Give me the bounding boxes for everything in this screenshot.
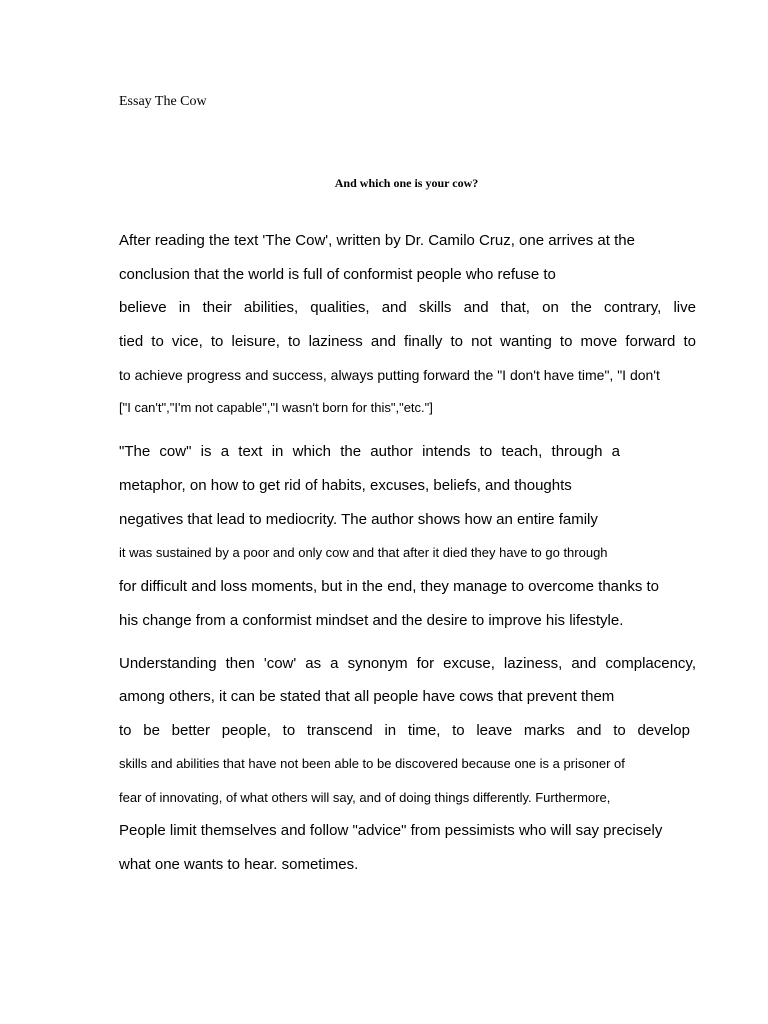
paragraph-3-line-6: People limit themselves and follow "advice" from pessimists who will say precisely: [119, 822, 663, 839]
paragraph-1-line-5: to achieve progress and success, always putting forward the "I don't have time", "I don't: [119, 367, 660, 383]
paragraph-1-line-6: ["I can't","I'm not capable","I wasn't born for this","etc."]: [119, 400, 433, 415]
paragraph-3-line-2: among others, it can be stated that all people have cows that prevent them: [119, 688, 615, 705]
paragraph-1-line-3: believe in their abilities, qualities, and skills and that, on the contrary, live: [119, 299, 696, 316]
paragraph-2-line-5: for difficult and loss moments, but in the end, they manage to overcome thanks to: [119, 578, 660, 595]
paragraph-3-line-3: to be better people, to transcend in time, to leave marks and to develop: [119, 722, 690, 739]
paragraph-2-line-4: it was sustained by a poor and only cow and that after it died they have to go through: [119, 545, 608, 560]
paragraph-3-line-7: what one wants to hear. sometimes.: [119, 856, 359, 873]
paragraph-3-line-1: Understanding then 'cow' as a synonym for excuse, laziness, and complacency,: [119, 655, 696, 672]
document-subtitle: And which one is your cow?: [334, 176, 479, 190]
paragraph-1-line-4: tied to vice, to leisure, to laziness and finally to not wanting to move forward to: [119, 333, 696, 350]
paragraph-2-line-1: "The cow" is a text in which the author intends to teach, through a: [119, 443, 620, 460]
document-header: Essay The Cow: [119, 94, 207, 109]
paragraph-2-line-6: his change from a conformist mindset and the desire to improve his lifestyle.: [119, 612, 624, 629]
paragraph-3-line-4: skills and abilities that have not been able to be discovered because one is a prisoner of: [119, 756, 625, 771]
paragraph-1-line-1: After reading the text 'The Cow', written by Dr. Camilo Cruz, one arrives at the: [119, 232, 635, 249]
paragraph-1-line-2: conclusion that the world is full of conformist people who refuse to: [119, 266, 556, 283]
paragraph-2-line-2: metaphor, on how to get rid of habits, excuses, beliefs, and thoughts: [119, 477, 572, 494]
paragraph-2-line-3: negatives that lead to mediocrity. The author shows how an entire family: [119, 511, 598, 528]
paragraph-3-line-5: fear of innovating, of what others will say, and of doing things differently. Furthermore,: [119, 790, 611, 805]
